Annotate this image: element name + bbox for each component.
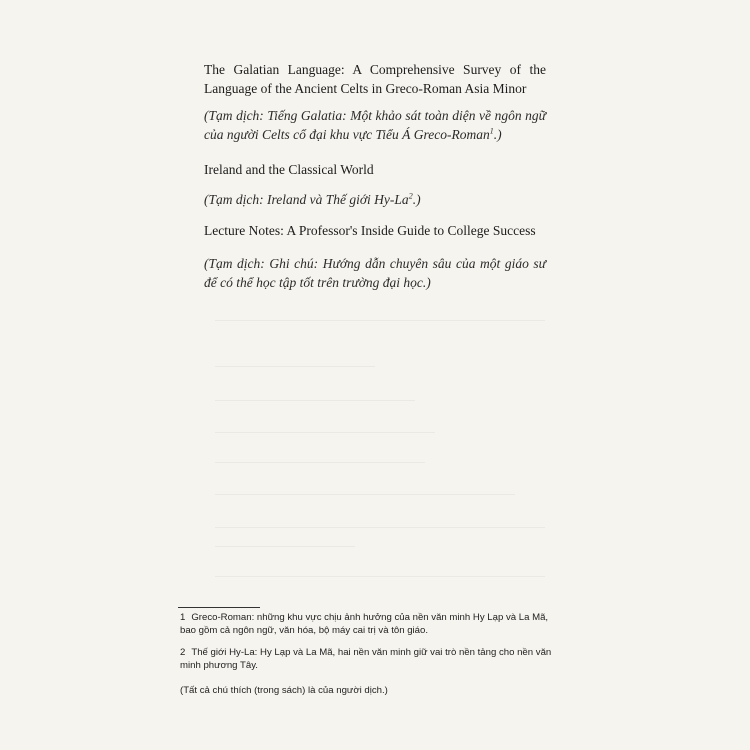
footnote-ref: 1 [489, 126, 494, 136]
book-title: The Galatian Language: A Comprehensive Survey of the Language of the Ancient Celts in Greco-Roman Asia Minor [204, 62, 546, 96]
footnote-ref: 2 [408, 191, 413, 201]
book-title: Lecture Notes: A Professor's Inside Guide to College Success [204, 223, 536, 238]
show-through-line [215, 366, 375, 367]
show-through-line [215, 400, 415, 401]
book-title: Ireland and the Classical World [204, 162, 374, 177]
book-entry [204, 160, 546, 179]
footnote-text: Greco-Roman: những khu vực chịu ảnh hưởng của nền văn minh Hy Lạp và La Mã, bao gồm cả ngôn ngữ, văn hóa, bộ máy cai trị và tôn giáo. [180, 612, 549, 636]
footnote [180, 611, 565, 637]
book-entry [204, 221, 546, 240]
translator-note: (Tất cả chú thích (trong sách) là của người dịch.) [180, 685, 388, 696]
footnote-divider [178, 607, 260, 608]
translation-end: .) [412, 192, 421, 207]
footnote-text: Thế giới Hy-La: Hy Lạp và La Mã, hai nền văn minh giữ vai trò nền tảng cho nền văn minh phương Tây. [180, 647, 552, 671]
show-through-line [215, 527, 545, 528]
show-through-heading [258, 318, 266, 344]
footnote [180, 646, 565, 672]
show-through-line [215, 494, 515, 495]
book-translation [204, 190, 546, 209]
translation-text: (Tạm dịch: Ireland và Thế giới Hy-La [204, 192, 409, 207]
footnote-number: 2 [180, 647, 186, 658]
footnote-number: 1 [180, 612, 186, 623]
translation-text: (Tạm dịch: Ghi chú: Hướng dẫn chuyên sâu của một giáo sư để có thể học tập tốt trên trường đại học.) [204, 256, 546, 290]
show-through-line [215, 546, 355, 547]
show-through-line [215, 432, 435, 433]
book-translation [204, 106, 546, 144]
show-through-line [215, 576, 545, 577]
book-translation [204, 254, 546, 292]
show-through-line [215, 320, 545, 321]
translation-text: (Tạm dịch: Tiếng Galatia: Một khảo sát toàn diện về ngôn ngữ của người Celts cổ đại khu vực Tiểu Á Greco-Roman [204, 108, 546, 142]
show-through-line [215, 462, 425, 463]
book-entry [204, 60, 546, 98]
translation-end: .) [493, 127, 502, 142]
